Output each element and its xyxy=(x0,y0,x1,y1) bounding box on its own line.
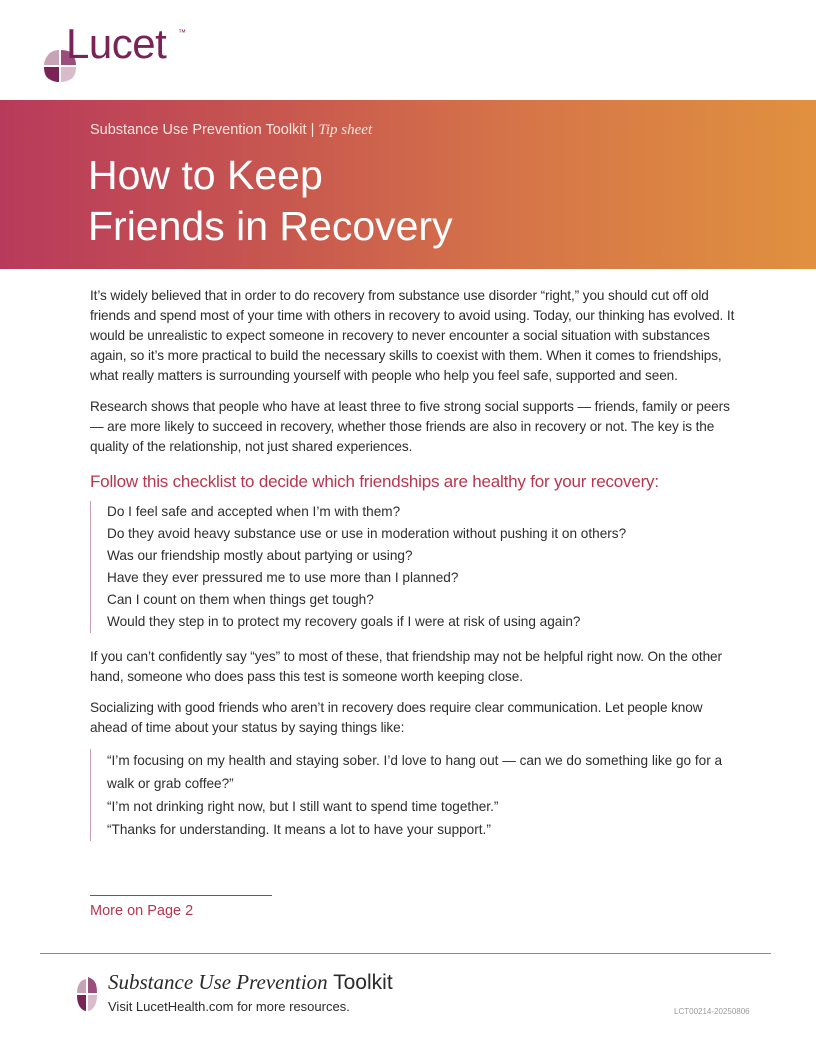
checklist-item: Would they step in to protect my recovery goals if I were at risk of using again? xyxy=(107,614,581,629)
research-paragraph: Research shows that people who have at least three to five strong social supports — friends, family or peers — are more likely to succeed in recovery, whether those friends are also in recovery or not. The key is the quality of the relationship, not just shared experiences. xyxy=(90,399,730,454)
footer-resources-link[interactable]: Visit LucetHealth.com for more resources. xyxy=(108,999,350,1014)
checklist-item: Do I feel safe and accepted when I’m with them? xyxy=(107,504,401,519)
logo-wordmark: Lucet xyxy=(66,20,167,67)
footer-divider xyxy=(40,953,771,954)
footer-title xyxy=(108,970,393,995)
footer-title-rest: Toolkit xyxy=(327,971,393,994)
hero-kicker-italic: Tip sheet xyxy=(318,122,373,138)
hero-kicker xyxy=(90,122,372,139)
page-title-line-1: How to Keep xyxy=(88,152,323,198)
checklist-item: Was our friendship mostly about partying or using? xyxy=(107,548,413,563)
document-code: LCT00214-20250806 xyxy=(674,1007,750,1016)
more-divider xyxy=(90,895,272,896)
hero-kicker-text: Substance Use Prevention Toolkit | xyxy=(90,122,319,138)
checklist-item: Can I count on them when things get tough? xyxy=(107,592,374,607)
example-quotes xyxy=(90,749,740,841)
footer-title-italic: Substance Use Prevention xyxy=(108,970,328,994)
more-on-page-2-link[interactable]: More on Page 2 xyxy=(90,903,194,919)
followup-paragraph: If you can’t confidently say “yes” to most of these, that friendship may not be helpful right now. On the other hand, someone who does pass this test is someone worth keeping close. xyxy=(90,649,722,684)
quote-item: “I’m not drinking right now, but I still want to spend time together.” xyxy=(107,799,499,814)
communication-paragraph: Socializing with good friends who aren’t in recovery does require clear communication. Let people know ahead of time about your status by saying things like: xyxy=(90,700,703,735)
page-title xyxy=(88,150,648,252)
page-title-line-2: Friends in Recovery xyxy=(88,203,453,249)
quote-item: “Thanks for understanding. It means a lot to have your support.” xyxy=(107,822,491,837)
checklist xyxy=(90,501,740,633)
checklist-heading: Follow this checklist to decide which friendships are healthy for your recovery: xyxy=(90,472,659,491)
hero-banner xyxy=(0,100,816,269)
brand-logo xyxy=(40,22,200,86)
lucet-cross-small-icon xyxy=(76,973,98,1015)
checklist-item: Have they ever pressured me to use more than I planned? xyxy=(107,570,459,585)
main-content xyxy=(90,286,740,841)
logo-trademark: ™ xyxy=(178,28,186,37)
checklist-item: Do they avoid heavy substance use or use in moderation without pushing it on others? xyxy=(107,526,627,541)
quote-item: “I’m focusing on my health and staying sober. I’d love to hang out — can we do something like go for a walk or grab coffee?” xyxy=(107,753,723,791)
intro-paragraph: It’s widely believed that in order to do recovery from substance use disorder “right,” you should cut off old friends and spend most of your time with others in recovery to avoid using. Today, our thinking has evolved. It would be unrealistic to expect someone in recovery to never encounter a social situation with substances again, so it’s more practical to build the necessary skills to coexist with them. When it comes to friendships, what really matters is surrounding yourself with people who help you feel safe, supported and seen. xyxy=(90,288,735,383)
